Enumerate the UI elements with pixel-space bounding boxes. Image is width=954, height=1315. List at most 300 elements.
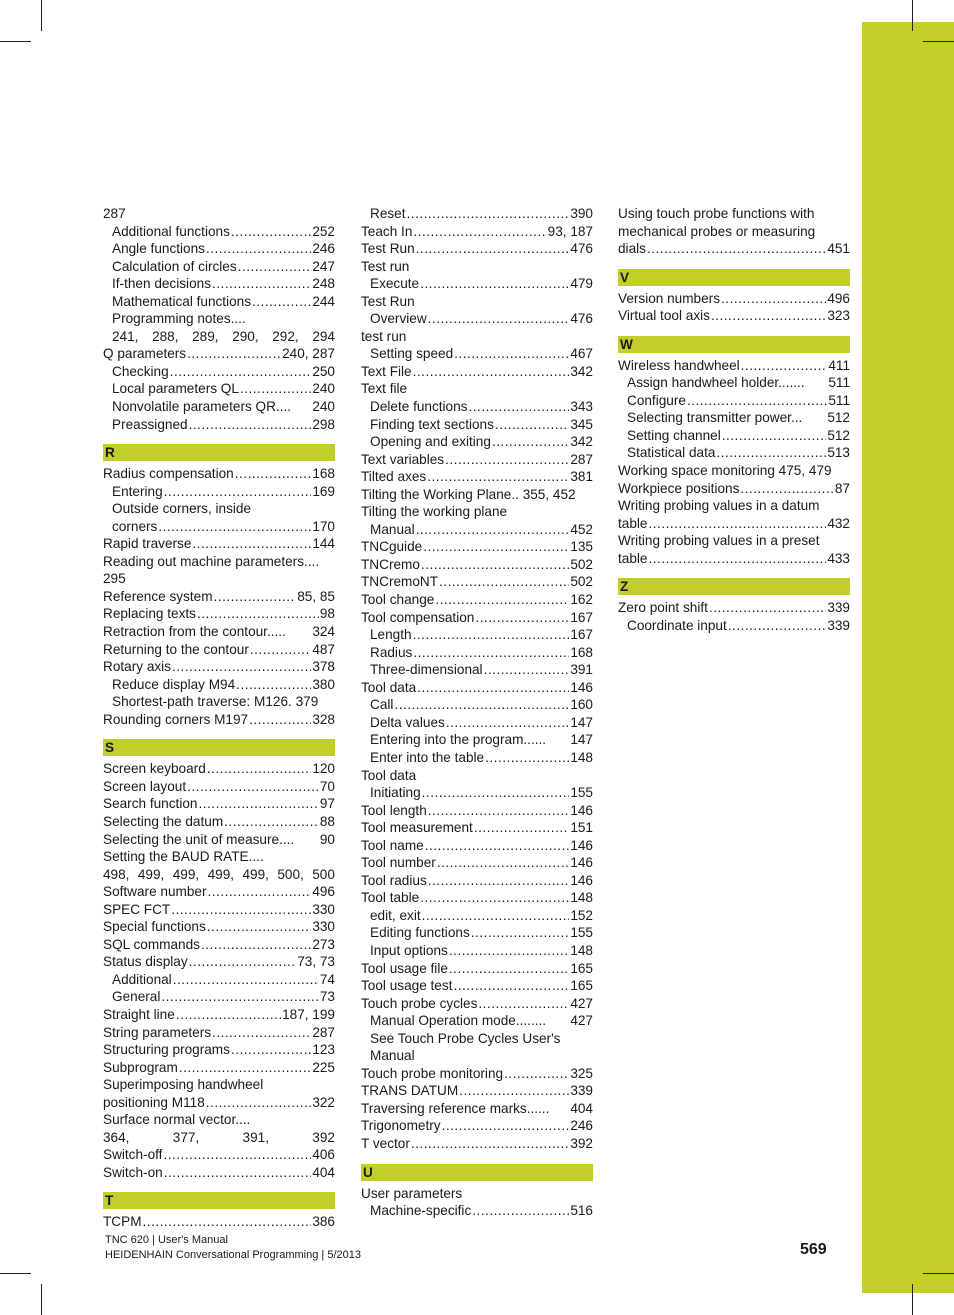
dot-leader [421,556,569,574]
page-ref: 146 [570,837,593,853]
dot-leader [413,644,569,662]
page-ref: 496 [827,290,850,306]
dot-leader [422,784,570,802]
entry-term: Coordinate input [627,617,727,633]
entry-term: Touch probe monitoring [361,1065,504,1081]
dot-leader [648,550,826,568]
dot-leader [250,641,311,659]
entry-term: Manual [370,521,415,537]
page-ref: 381 [570,469,593,485]
entry-term: Length [370,627,412,643]
page-ref: 73, 73 [297,954,335,970]
dot-leader [478,995,569,1013]
index-entry [361,223,593,241]
index-subentry [103,363,335,381]
entry-term: Finding text sections [370,416,494,432]
index-entry [618,307,850,325]
index-entry-text: Text file [361,381,408,397]
index-entry [361,889,593,907]
dot-leader [453,977,569,995]
index-subentry [361,1202,593,1220]
page-ref: 411 [828,357,850,373]
page-ref: 467 [570,346,593,362]
dot-leader [231,1041,311,1059]
crop-mark [923,41,954,42]
index-entry [103,1094,335,1112]
entry-term: Search function [103,796,198,812]
entry-term: Text File [361,363,412,379]
crop-mark [41,0,42,31]
entry-term: Status display [103,954,188,970]
page-ref: 147 [570,714,593,730]
index-entry [361,468,593,486]
dot-leader [179,1059,312,1077]
dot-leader [740,480,833,498]
index-column-2 [361,205,593,1220]
index-subentry [361,644,593,662]
entry-term: Rapid traverse [103,536,192,552]
dot-leader [648,515,826,533]
page-ref: 187, 199 [282,1006,335,1022]
page-ref: 167 [570,609,593,625]
page-ref: 168 [570,644,593,660]
index-entry-text: 287 [103,206,126,221]
page-ref: 511 [828,375,850,391]
page-ref: 487 [312,641,335,657]
page-ref: 225 [312,1059,335,1075]
entry-term: Structuring programs [103,1042,230,1058]
page-ref: 287 [312,1024,335,1040]
page-ref: 273 [312,936,335,952]
page-ref: 244 [312,293,335,309]
index-subentry [361,749,593,767]
index-subentry [103,676,335,694]
entry-term: Call [370,697,394,713]
entry-term: TRANS DATUM [361,1083,459,1099]
dot-leader [471,924,570,942]
index-entry [103,1059,335,1077]
page-ref: 339 [827,617,850,633]
index-subentry [361,942,593,960]
entry-term: corners [112,518,158,534]
entry-term: Delete functions [370,399,468,415]
page-ref: 476 [570,311,593,327]
thumb-tab-band [862,22,954,1293]
page-ref: 476 [570,241,593,257]
section-letter-header: Z [618,578,850,595]
index-entry [103,345,335,363]
index-subentry-text: Manual [370,1048,415,1064]
dot-leader [428,802,570,820]
dot-leader [468,398,569,416]
index-subentry [361,416,593,434]
page-ref: 499, [207,866,235,882]
page-ref: 87 [834,480,850,496]
entry-term: SPEC FCT [103,901,171,917]
index-entry [361,837,593,855]
dot-leader [413,223,546,241]
page-ref: 404 [312,1164,335,1180]
index-entry-text: Test run [361,258,410,274]
entry-term: Special functions [103,919,206,935]
page-ref: 74 [319,971,335,987]
index-entry [361,609,593,627]
page-ref: 427 [570,1013,593,1029]
page-ref: 146 [570,872,593,888]
index-entry-text: Tilting the Working Plane.. 355, 452 [361,486,576,502]
entry-term: Assign handwheel holder....... [627,375,805,391]
entry-term: Input options [370,942,448,958]
index-page-list [103,866,335,884]
page-ref: 380 [312,676,335,692]
page-ref: 392 [312,1129,335,1145]
index-entry-text: Writing probing values in a datum [618,498,820,514]
page-ref: 147 [570,732,593,748]
crop-mark [0,1273,31,1274]
index-entry-text: 295 [103,571,126,587]
page-ref: 404 [570,1100,593,1116]
dot-leader [721,290,826,308]
index-entry [103,588,335,606]
dot-leader [231,223,311,241]
entry-term: Selecting the datum [103,813,224,829]
index-entry [103,535,335,553]
index-entry-text: Tilting the working plane [361,504,508,520]
index-entry-text: Test Run [361,293,415,309]
index-subentry-text: Shortest-path traverse: M126. 379 [112,694,319,710]
page-ref: 342 [570,434,593,450]
page-ref: 499, [242,866,269,882]
dot-leader [158,518,311,536]
index-subentry [103,971,335,989]
page-ref: 516 [570,1203,593,1219]
dot-leader [423,538,569,556]
index-entry-text: test run [361,328,407,344]
index-entry [361,819,593,837]
dot-leader [728,617,827,635]
entry-term: Traversing reference marks...... [361,1100,550,1116]
dot-leader [235,465,312,483]
dot-leader [208,883,312,901]
dot-leader [207,760,312,778]
page-ref: 377, [172,1129,200,1145]
page-ref: 98 [319,606,335,622]
page-ref: 323 [827,308,850,324]
footer-line-1: TNC 620 | User's Manual [105,1234,228,1246]
index-entry [103,658,335,676]
footer-line-2: HEIDENHAIN Conversational Programming | 5/2013 [105,1249,361,1261]
entry-term: Statistical data [627,445,716,461]
dot-leader [212,1024,311,1042]
page-ref: 90 [319,831,335,847]
entry-term: Enter into the table [370,749,485,765]
index-subentry [361,784,593,802]
entry-term: Opening and exiting [370,434,491,450]
index-column-3 [618,205,850,634]
dot-leader [417,679,569,697]
dot-leader [435,591,569,609]
page-ref: 287 [570,451,593,467]
page-ref: 246 [570,1118,593,1134]
index-page-list [103,328,335,346]
entry-term: If-then decisions [112,276,211,292]
page-ref: 345 [570,416,593,432]
index-entry [361,363,593,381]
index-entry [361,591,593,609]
page-ref: 146 [570,855,593,871]
page-ref: 511 [828,392,850,408]
entry-term: Overview [370,311,427,327]
page-ref: 324 [312,624,335,640]
index-entry [103,778,335,796]
dot-leader [197,605,319,623]
index-entry [618,357,850,375]
page-ref: 330 [312,901,335,917]
page-ref: 165 [570,960,593,976]
index-entry [103,795,335,813]
index-entry [103,1146,335,1164]
dot-leader [420,889,569,907]
index-entry [361,556,593,574]
page-ref: 513 [827,445,850,461]
page-ref: 151 [570,820,593,836]
dot-leader [420,275,569,293]
entry-term: table [618,550,648,566]
index-entry [361,1082,593,1100]
index-entry [618,480,850,498]
index-entry [618,515,850,533]
entry-term: Tool usage test [361,978,453,994]
entry-term: Rounding corners M197 [103,711,249,727]
index-entry [103,760,335,778]
section-letter-header: V [618,269,850,286]
index-entry [361,872,593,890]
dot-leader [495,416,569,434]
dot-leader [164,1164,312,1182]
index-subentry [361,1012,593,1030]
page-ref: 451 [827,241,850,257]
dot-leader [427,468,569,486]
entry-term: Tool compensation [361,609,475,625]
entry-term: Tool table [361,890,420,906]
page-ref: 292, [272,328,299,344]
page-ref: 502 [570,574,593,590]
entry-term: table [618,515,648,531]
page-ref: 123 [312,1042,335,1058]
entry-term: TNCremo [361,556,420,572]
index-subentry [618,374,850,392]
entry-term: Mathematical functions [112,293,252,309]
index-entry [103,813,335,831]
dot-leader [439,573,569,591]
crop-mark [923,1273,954,1274]
page-ref: 391, [242,1129,269,1145]
index-entry [361,240,593,258]
index-subentry-text: Outside corners, inside [112,501,252,517]
index-entry [618,550,850,568]
dot-leader [240,380,311,398]
dot-leader [249,711,311,729]
page-ref: 155 [570,925,593,941]
entry-term: T vector [361,1135,410,1151]
page-ref: 246 [312,241,335,257]
dot-leader [445,451,569,469]
section-letter-header: T [103,1192,335,1209]
page-ref: 427 [570,995,593,1011]
entry-term: Entering [112,483,163,499]
index-entry-text: Writing probing values in a preset [618,533,820,549]
entry-term: Teach In [361,223,413,239]
entry-term: Additional functions [112,223,230,239]
index-entry-text: Superimposing handwheel [103,1077,264,1093]
page-ref: 93, 187 [547,223,593,239]
page-ref: 240 [312,399,335,415]
index-subentry [618,444,850,462]
dot-leader [449,942,569,960]
entry-term: Trigonometry [361,1118,441,1134]
index-entry [361,538,593,556]
index-entry [103,623,335,641]
page-ref: 342 [570,363,593,379]
dot-leader [416,521,570,539]
index-subentry [103,398,335,416]
index-subentry [361,433,593,451]
index-subentry [361,310,593,328]
index-subentry [103,240,335,258]
entry-term: Tool change [361,592,435,608]
index-subentry [361,661,593,679]
dot-leader [189,953,297,971]
dot-leader [428,310,570,328]
entry-term: String parameters [103,1024,212,1040]
entry-term: TNCremoNT [361,574,439,590]
page-ref: 452 [570,521,593,537]
page-ref: 70 [319,778,335,794]
dot-leader [252,293,311,311]
crop-mark [0,41,31,42]
entry-term: Wireless handwheel [618,357,740,373]
index-subentry [361,626,593,644]
index-subentry [618,409,850,427]
dot-leader [143,1213,312,1231]
index-subentry [103,258,335,276]
dot-leader [413,626,570,644]
dot-leader [437,854,570,872]
page-ref: 240, 287 [282,346,335,362]
page-ref: 433 [827,550,850,566]
page-ref: 97 [319,796,335,812]
index-subentry [103,416,335,434]
entry-term: Radius compensation [103,466,234,482]
index-entry [361,802,593,820]
entry-term: Rotary axis [103,659,171,675]
entry-term: Nonvolatile parameters QR.... [112,399,292,415]
entry-term: Tool number [361,855,436,871]
dot-leader [176,1006,281,1024]
index-subentry-text: See Touch Probe Cycles User's [370,1030,561,1046]
entry-term: Tool measurement [361,820,473,836]
index-entry [103,883,335,901]
entry-term: Reference system [103,588,213,604]
index-subentry [103,223,335,241]
page-ref: 73 [319,989,335,1005]
index-entry [103,901,335,919]
page-ref: 167 [570,627,593,643]
entry-term: Returning to the contour [103,641,249,657]
entry-term: Screen layout [103,778,187,794]
index-subentry [361,205,593,223]
dot-leader [207,918,312,936]
index-subentry [361,275,593,293]
dot-leader [192,535,311,553]
dot-leader [172,658,311,676]
page-ref: 120 [312,761,335,777]
dot-leader [173,971,319,989]
page-ref: 330 [312,919,335,935]
entry-term: Reduce display M94 [112,676,236,692]
entry-term: Initiating [370,785,421,801]
dot-leader [741,357,828,375]
index-column-1 [103,205,335,1231]
entry-term: Reset [370,206,406,221]
page-ref: 499, [172,866,200,882]
page-ref: 364, [103,1129,130,1145]
page-footer [105,1233,361,1263]
index-entry [361,977,593,995]
page-ref: 289, [192,328,219,344]
entry-term: Retraction from the contour..... [103,624,286,640]
index-entry [103,831,335,849]
index-entry-text: Using touch probe functions with [618,206,815,221]
page-ref: 146 [570,802,593,818]
entry-term: Configure [627,392,686,408]
index-entry [103,936,335,954]
page-ref: 392 [570,1135,593,1151]
index-entry [103,605,335,623]
dot-leader [425,837,570,855]
dot-leader [716,444,826,462]
entry-term: positioning M118 [103,1094,205,1110]
entry-term: Switch-on [103,1164,163,1180]
entry-term: Selecting transmitter power... [627,410,803,426]
index-subentry [103,518,335,536]
index-entry [361,1135,593,1153]
entry-term: Tool name [361,837,424,853]
index-entry [103,465,335,483]
index-subentry [361,398,593,416]
dot-leader [236,676,311,694]
entry-term: Version numbers [618,290,721,306]
index-subentry [618,617,850,635]
page-ref: 339 [570,1083,593,1099]
entry-term: Workpiece positions [618,480,740,496]
index-entry-text: Setting the BAUD RATE.... [103,849,264,865]
page-ref: 512 [827,410,850,426]
dot-leader [485,749,569,767]
dot-leader [206,240,311,258]
entry-term: Additional [112,971,172,987]
page-ref: 135 [570,539,593,555]
index-entry-text: User parameters [361,1185,463,1201]
index-subentry [361,345,593,363]
index-entry [618,290,850,308]
page-ref: 499, [137,866,165,882]
dot-leader [472,1202,569,1220]
dot-leader [449,960,569,978]
dot-leader [709,599,826,617]
index-entry [103,1041,335,1059]
page-ref: 85, 85 [297,588,335,604]
